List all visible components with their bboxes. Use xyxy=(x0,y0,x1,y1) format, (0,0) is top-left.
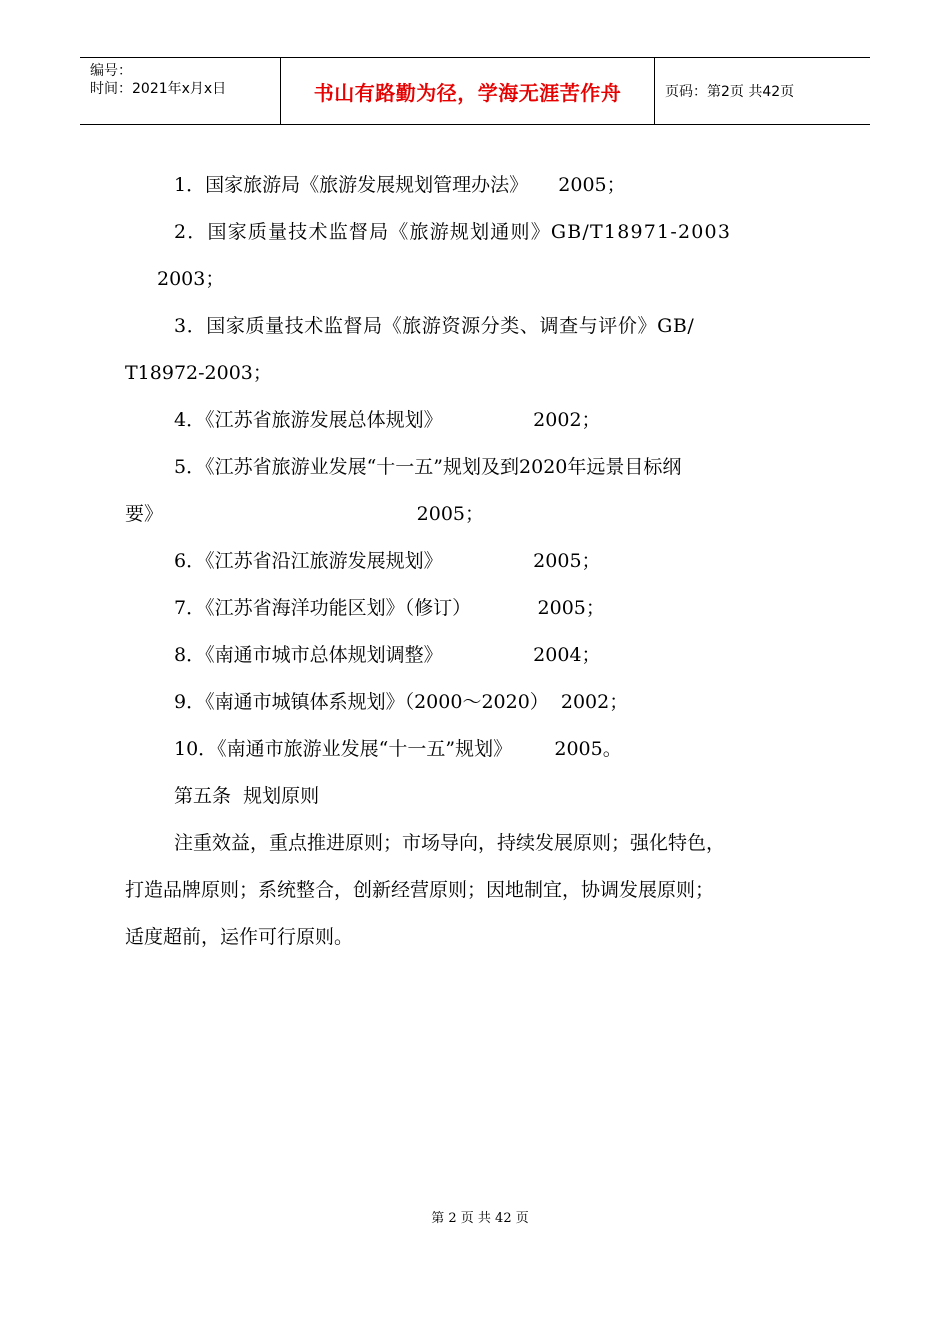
section-heading: 第五条 规划原则 xyxy=(174,785,320,807)
principles-line-3: 适度超前，运作可行原则。 xyxy=(125,926,354,948)
reference-item-6: 6．《江苏省沿江旅游发展规划》 2005； xyxy=(174,550,601,572)
page-header xyxy=(80,57,870,125)
reference-item-3: 3．国家质量技术监督局《旅游资源分类、调查与评价》GB/ xyxy=(174,315,695,337)
reference-item-2-cont: 2003； xyxy=(157,268,225,290)
header-page-info: 页码：第2页 共42页 xyxy=(665,84,795,100)
document-time-label: 时间：2021年x月x日 xyxy=(90,81,227,97)
reference-item-3-cont: T18972-2003； xyxy=(125,362,272,384)
reference-item-5: 5．《江苏省旅游业发展“十一五”规划及到2020年远景目标纲 xyxy=(174,456,682,478)
header-meta xyxy=(80,58,281,124)
reference-item-10: 10．《南通市旅游业发展“十一五”规划》 2005。 xyxy=(174,738,622,760)
reference-item-9: 9．《南通市城镇体系规划》（2000～2020） 2002； xyxy=(174,691,629,713)
reference-item-7: 7．《江苏省海洋功能区划》（修订） 2005； xyxy=(174,597,605,619)
reference-item-8: 8．《南通市城市总体规划调整》 2004； xyxy=(174,644,601,666)
header-motto: 书山有路勤为径，学海无涯苦作舟 xyxy=(281,58,655,124)
principles-line-2: 打造品牌原则；系统整合，创新经营原则；因地制宜，协调发展原则； xyxy=(125,879,715,901)
page-footer: 第 2 页 共 42 页 xyxy=(431,1211,529,1226)
reference-item-2: 2．国家质量技术监督局《旅游规划通则》GB/T18971-2003 xyxy=(174,221,732,243)
principles-line-1: 注重效益，重点推进原则；市场导向，持续发展原则；强化特色， xyxy=(174,832,726,854)
document-number-label: 编号： xyxy=(90,63,132,79)
reference-item-5-cont: 要》 2005； xyxy=(125,503,485,525)
reference-item-4: 4．《江苏省旅游发展总体规划》 2002； xyxy=(174,409,601,431)
reference-item-1: 1．国家旅游局《旅游发展规划管理办法》 2005； xyxy=(174,174,626,196)
